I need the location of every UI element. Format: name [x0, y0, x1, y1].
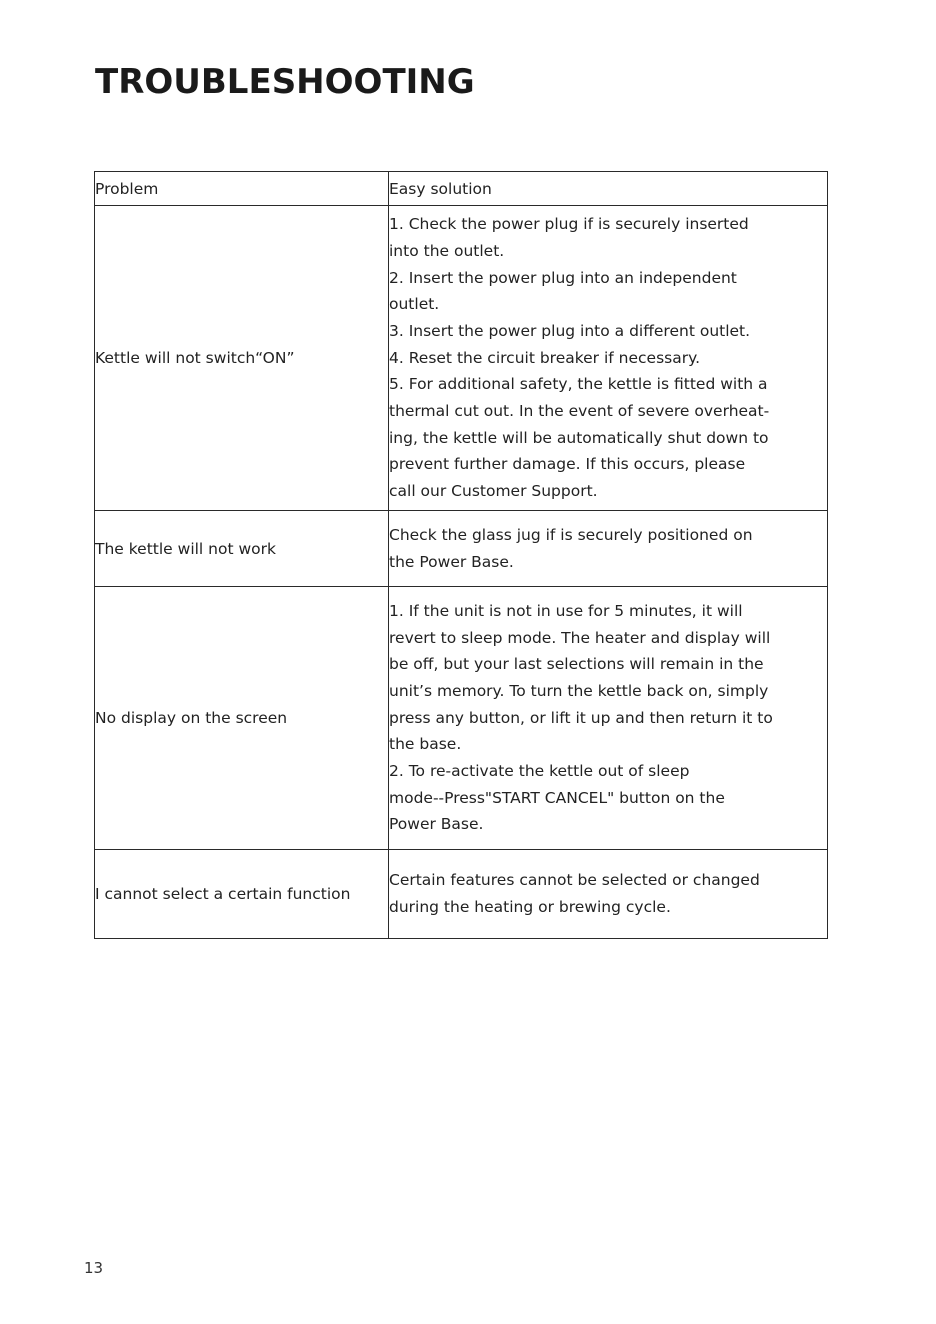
solution-line: during the heating or brewing cycle. [389, 898, 671, 916]
solution-line: 1. If the unit is not in use for 5 minutes, it will [389, 601, 743, 620]
solution-line: mode--Press"START CANCEL" button on the [389, 788, 725, 807]
table-row [95, 206, 828, 511]
solution-line: Power Base. [389, 815, 484, 834]
solution-cell [389, 511, 828, 587]
problem-cell: Kettle will not switch“ON” [95, 206, 389, 511]
table-header-row [95, 172, 828, 206]
solution-line: Check the glass jug if is securely positioned on [389, 525, 753, 544]
solution-line: 3. Insert the power plug into a different outlet. [389, 321, 751, 340]
solution-line: 5. For additional safety, the kettle is fitted with a [389, 375, 768, 394]
solution-line: revert to sleep mode. The heater and display will [389, 628, 771, 647]
page-number: 13 [84, 1259, 104, 1277]
solution-line: call our Customer Support. [389, 482, 598, 501]
troubleshooting-table [94, 171, 828, 939]
solution-line: the base. [389, 735, 462, 754]
solution-line: 4. Reset the circuit breaker if necessary. [389, 348, 701, 367]
page-title: TROUBLESHOOTING [95, 62, 475, 102]
header-solution: Easy solution [389, 172, 828, 206]
solution-line: into the outlet. [389, 241, 505, 260]
table-row [95, 587, 828, 850]
solution-line: the Power Base. [389, 552, 514, 571]
solution-cell [389, 587, 828, 850]
solution-line: 2. To re-activate the kettle out of sleep [389, 762, 690, 781]
solution-line: prevent further damage. If this occurs, please [389, 455, 746, 474]
solution-line: 1. Check the power plug if is securely inserted [389, 215, 749, 234]
table-row [95, 850, 828, 939]
solution-cell [389, 206, 828, 511]
solution-line: Certain features cannot be selected or changed [389, 871, 760, 890]
solution-line: ing, the kettle will be automatically shut down to [389, 428, 769, 447]
solution-line: be off, but your last selections will remain in the [389, 655, 764, 674]
solution-line: 2. Insert the power plug into an independent [389, 268, 737, 287]
solution-line: thermal cut out. In the event of severe overheat- [389, 402, 770, 421]
header-problem: Problem [95, 172, 389, 206]
solution-line: unit’s memory. To turn the kettle back on, simply [389, 681, 769, 700]
problem-cell: The kettle will not work [95, 511, 389, 587]
solution-line: outlet. [389, 295, 440, 314]
solution-line: press any button, or lift it up and then return it to [389, 708, 773, 727]
problem-cell: No display on the screen [95, 587, 389, 850]
solution-cell [389, 850, 828, 939]
table-row [95, 511, 828, 587]
problem-cell: I cannot select a certain function [95, 850, 389, 939]
